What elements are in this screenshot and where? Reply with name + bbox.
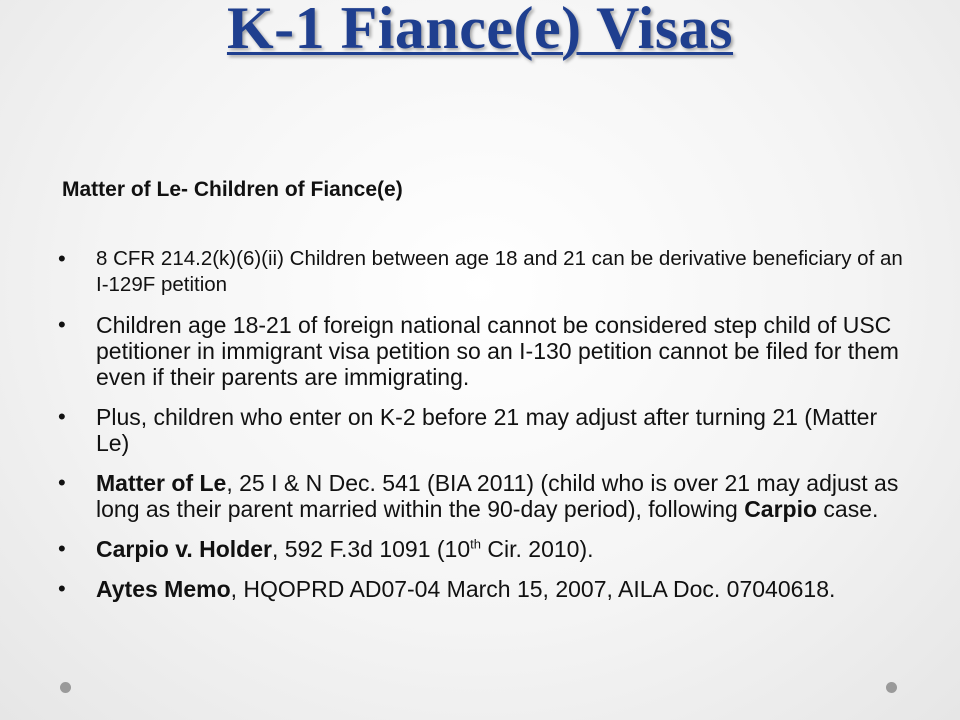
bullet-marker: • [58, 404, 66, 429]
bullet-marker: • [58, 470, 66, 495]
case-name: Carpio v. Holder [96, 536, 272, 562]
case-name: Carpio [744, 496, 818, 522]
bullet-item [58, 576, 908, 602]
decorative-dot-right [886, 682, 897, 693]
bullet-marker: • [58, 312, 66, 337]
case-name: Matter of Le [96, 470, 227, 496]
bullet-list [58, 246, 908, 616]
bullet-text: , 592 F.3d 1091 (10 [271, 536, 471, 562]
decorative-dot-left [60, 682, 71, 693]
bullet-item [58, 536, 908, 562]
bullet-text: case. [817, 496, 879, 522]
section-heading: Matter of Le- Children of Fiance(e) [62, 178, 403, 201]
bullet-text: Children age 18-21 of foreign national cannot be considered step child of USC petitioner in immigrant visa petition so an I-130 petition cannot be filed for them even if their parents are immigrating. [96, 312, 899, 390]
bullet-item [58, 404, 908, 456]
bullet-item [58, 246, 908, 298]
bullet-marker: • [58, 246, 66, 271]
bullet-text: , 25 I & N Dec. 541 (BIA 2011) (child who is over 21 may adjust as long as their parent married within the 90-day period), following [96, 470, 899, 522]
superscript: th [470, 536, 481, 552]
bullet-item [58, 312, 908, 390]
bullet-text: 8 CFR 214.2(k)(6)(ii) Children between age 18 and 21 can be derivative beneficiary of an I-129F petition [96, 247, 903, 296]
bullet-text: Cir. 2010). [481, 536, 594, 562]
bullet-item [58, 470, 908, 522]
bullet-marker: • [58, 576, 66, 601]
bullet-text: Plus, children who enter on K-2 before 21 may adjust after turning 21 (Matter Le) [96, 404, 878, 456]
bullet-text: , HQOPRD AD07-04 March 15, 2007, AILA Doc. 07040618. [230, 576, 836, 602]
memo-name: Aytes Memo [96, 576, 231, 602]
slide-title: K-1 Fiance(e) Visas [226, 0, 734, 61]
bullet-marker: • [58, 536, 66, 561]
